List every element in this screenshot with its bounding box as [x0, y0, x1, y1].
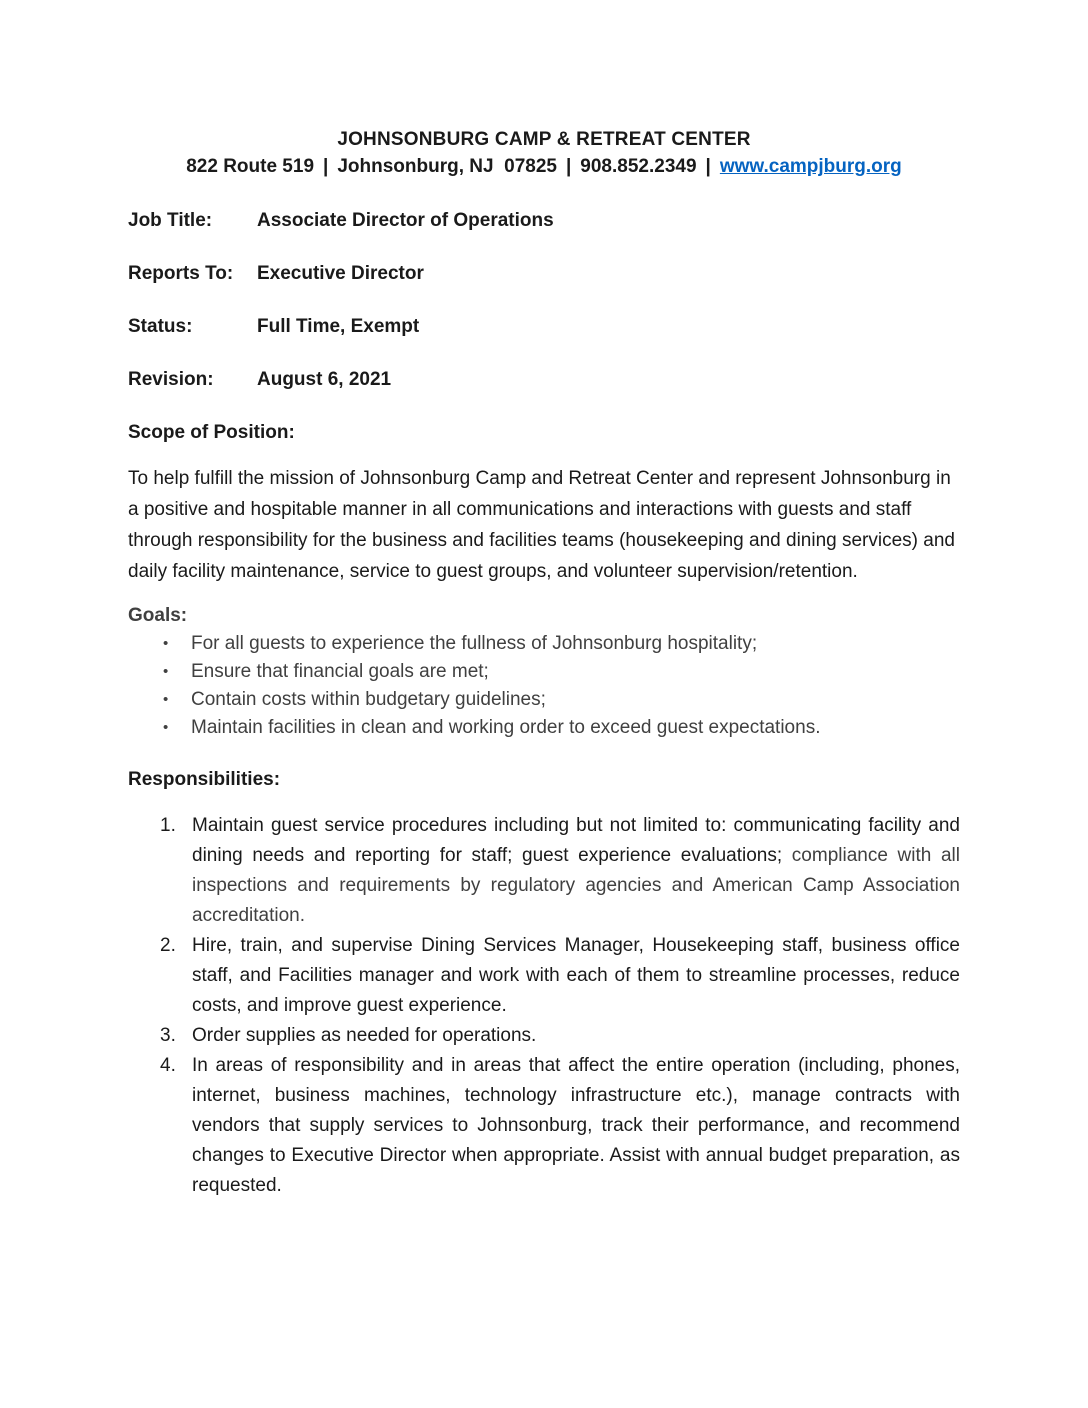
item-text [192, 811, 960, 931]
goal-text: Contain costs within budgetary guidelines; [191, 689, 546, 710]
responsibility-item [128, 931, 960, 1021]
meta-label: Revision: [128, 369, 214, 390]
goal-text: Maintain facilities in clean and working order to exceed guest expectations. [191, 717, 821, 738]
meta-row [128, 364, 960, 395]
scope-heading: Scope of Position: [128, 422, 295, 443]
meta-label: Job Title: [128, 210, 213, 231]
meta-row [128, 258, 960, 289]
responsibility-item [128, 1051, 960, 1201]
contact-line [128, 153, 960, 180]
item-text-main: Hire, train, and supervise Dining Services Manager, Housekeeping staff, business office staff, and Facilities manager and work with each of them to streamline processes, reduce costs, and improve guest experience. [192, 935, 960, 1016]
responsibility-item [128, 811, 960, 931]
meta-row [128, 205, 960, 236]
responsibilities-heading: Responsibilities: [128, 769, 281, 790]
scope-paragraph: To help fulfill the mission of Johnsonburg Camp and Retreat Center and represent Johnsonburg in a positive and hospitable manner in all communications and interactions with guests and staff through responsibility for the business and facilities teams (housekeeping and dining services) and daily facility maintenance, service to guest groups, and volunteer supervision/retention. [128, 468, 955, 582]
meta-label: Status: [128, 316, 193, 337]
bullet-icon: • [163, 663, 169, 680]
meta-row [128, 311, 960, 342]
item-text-main: Maintain guest service procedures including but not limited to: communicating facility and dining needs and reporting for staff; guest experience evaluations; [192, 815, 960, 866]
goal-item [128, 686, 960, 714]
goal-text: For all guests to experience the fullness of Johnsonburg hospitality; [191, 633, 758, 654]
meta-value: August 6, 2021 [257, 369, 392, 390]
meta-value: Associate Director of Operations [257, 210, 554, 231]
bullet-icon: • [163, 635, 169, 652]
bullet-icon: • [163, 691, 169, 708]
website-link[interactable]: www.campjburg.org [719, 156, 902, 177]
org-address: 822 Route 519 [186, 156, 315, 177]
separator-pipe: | [565, 156, 572, 177]
goal-item [128, 714, 960, 742]
item-text-main: In areas of responsibility and in areas that affect the entire operation (including, phones, internet, business machines, technology infrastructure etc.), manage contracts with vendors that supply services to Johnsonburg, track their performance, and recommend changes to Executive Director when appropriate. Assist with annual budget preparation, as requested. [192, 1055, 960, 1196]
document-header [128, 126, 960, 180]
item-number: 1. [160, 815, 176, 836]
item-number: 2. [160, 935, 176, 956]
goals-list [128, 630, 960, 742]
item-text-secondary: compliance with all inspections and requirements by regulatory agencies and American Camp Association accreditation. [192, 845, 960, 926]
item-number: 4. [160, 1055, 176, 1076]
goal-item [128, 630, 960, 658]
org-phone: 908.852.2349 [580, 156, 697, 177]
responsibilities-list [128, 811, 960, 1201]
organization-title: JOHNSONBURG CAMP & RETREAT CENTER [337, 129, 751, 150]
item-text-main: Order supplies as needed for operations. [192, 1025, 537, 1046]
bullet-icon: • [163, 719, 169, 736]
item-text [192, 1021, 960, 1051]
org-location: Johnsonburg, NJ 07825 [337, 156, 557, 177]
goal-text: Ensure that financial goals are met; [191, 661, 489, 682]
meta-label: Reports To: [128, 263, 234, 284]
separator-pipe: | [705, 156, 711, 177]
responsibility-item [128, 1021, 960, 1051]
item-number: 3. [160, 1025, 176, 1046]
goals-heading: Goals: [128, 605, 188, 626]
item-text [192, 1051, 960, 1201]
separator-pipe: | [323, 156, 329, 177]
job-meta-block [128, 205, 960, 395]
goal-item [128, 658, 960, 686]
item-text [192, 931, 960, 1021]
meta-value: Full Time, Exempt [257, 316, 420, 337]
meta-value: Executive Director [257, 263, 424, 284]
